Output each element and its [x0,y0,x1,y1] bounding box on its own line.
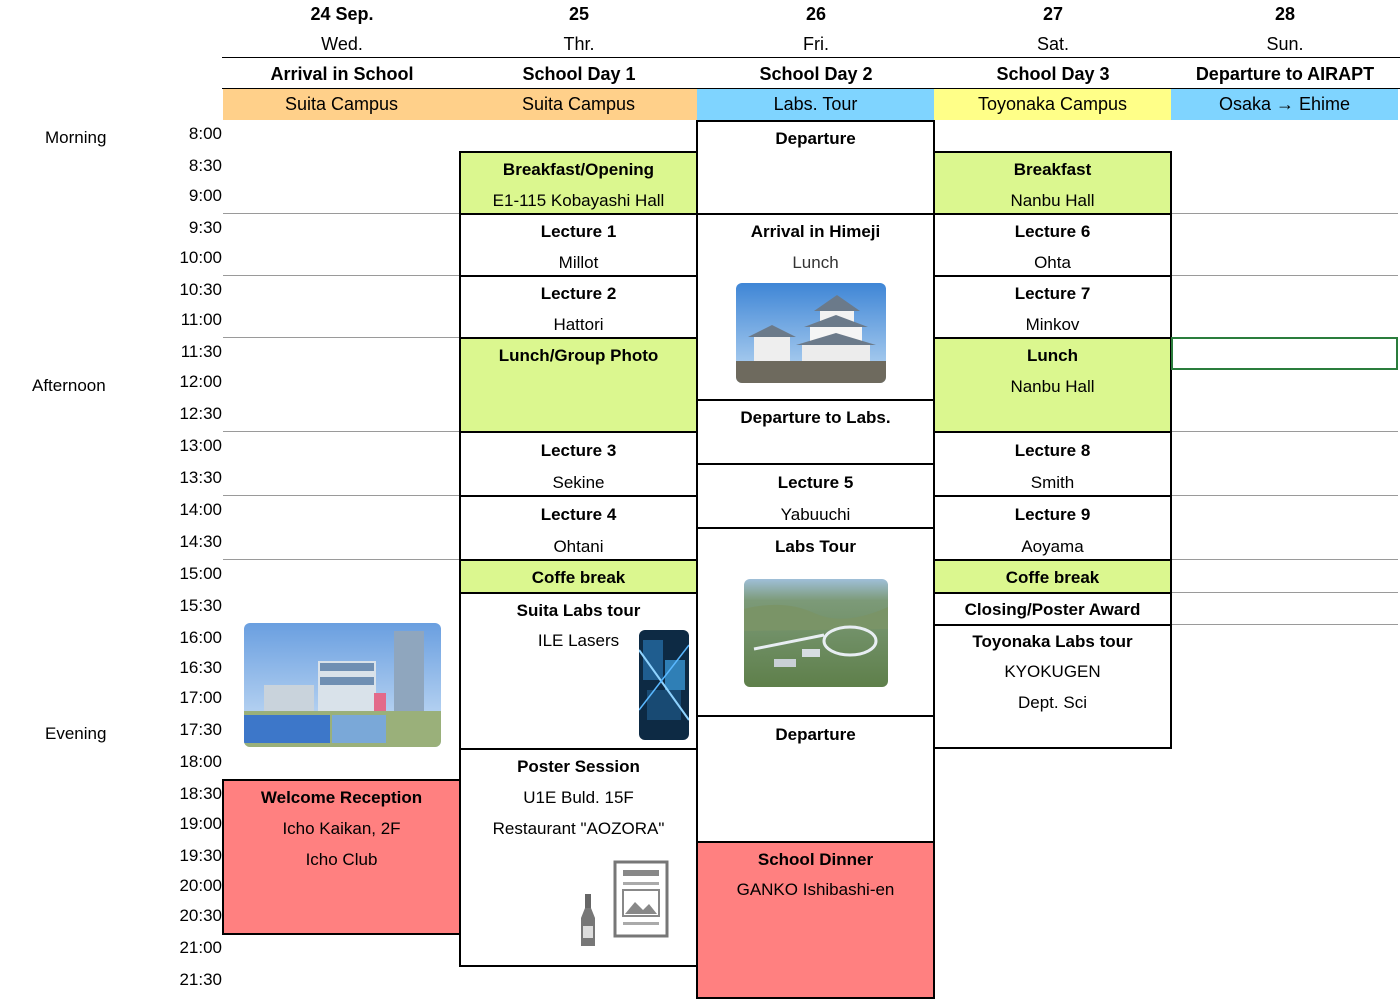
time-label: 11:30 [180,342,222,361]
event-suita-labs-tour[interactable] [459,592,698,750]
event-location: Icho Kaikan, 2F [282,819,401,838]
campus-band-day-0 [223,89,460,120]
event-breakfast-opening[interactable] [459,151,698,215]
event-title: Suita Labs tour [516,601,641,620]
time-axis [150,0,222,1007]
time-label: 16:00 [179,628,222,647]
event-speaker: Minkov [1025,315,1080,334]
time-label: 14:00 [179,500,222,519]
event-departure-to-labs[interactable] [696,399,935,465]
event-location: KYOKUGEN [1004,662,1101,681]
event-breakfast[interactable] [933,151,1172,215]
event-location: E1-115 Kobayashi Hall [492,191,665,210]
period-afternoon: Afternoon [32,376,106,395]
time-label: 13:30 [179,468,222,487]
event-speaker: Sekine [552,473,605,492]
event-title: Poster Session [517,757,640,776]
event-lecture-1[interactable] [459,213,698,277]
event-location: Nanbu Hall [1010,191,1095,210]
campus-building-icon [244,623,441,747]
time-label: 19:30 [179,846,222,865]
campus-band-day-3 [934,89,1171,120]
event-lecture-6[interactable] [933,213,1172,277]
event-location: ILE Lasers [537,631,620,650]
gridline [223,275,460,276]
spring8-aerial-photo [744,579,888,687]
gridline [1171,431,1398,432]
gridline [223,559,460,560]
event-title: School Dinner [757,850,874,869]
time-label: 20:00 [179,876,222,895]
weekday-day-3: Sat. [1036,34,1070,54]
campus-label: Suita Campus [521,94,636,114]
event-lecture-4[interactable] [459,495,698,561]
time-label: 12:30 [179,404,222,423]
gridline [1171,559,1398,560]
time-label: 10:00 [179,248,222,267]
event-coffee-break[interactable] [933,559,1172,594]
event-lunch-group-photo[interactable] [459,337,698,433]
event-arrival-himeji[interactable] [696,213,935,401]
laser-lab-photo [639,630,689,740]
date-day-1: 25 [568,4,590,24]
weekday-day-0: Wed. [321,34,363,54]
gridline [1171,624,1398,625]
event-title: Breakfast [1013,160,1092,179]
event-department: Dept. Sci [1018,693,1087,712]
time-label: 15:00 [179,564,222,583]
time-label: 13:00 [179,436,222,455]
event-poster-session[interactable] [459,748,698,967]
event-lecture-9[interactable] [933,495,1172,561]
beer-bottle-icon [579,894,597,948]
campus-band-day-4 [1171,89,1398,120]
gridline [223,213,460,214]
event-lecture-5[interactable] [696,463,935,529]
date-day-3: 27 [1042,4,1064,24]
event-title: Coffe break [531,568,626,587]
event-coffee-break[interactable] [459,559,698,594]
event-title: Arrival in Himeji [750,222,881,241]
event-speaker: Smith [1030,473,1075,492]
time-label: 18:00 [179,752,222,771]
time-label: 12:00 [179,372,222,391]
header-divider [222,57,1400,58]
event-speaker: Ohta [1034,253,1071,272]
event-venue: Icho Club [305,850,378,869]
time-label: 21:30 [179,970,222,989]
campus-label: Toyonaka Campus [977,94,1128,114]
time-label: 19:00 [179,814,222,833]
event-toyonaka-labs-tour[interactable] [933,624,1172,749]
time-label: 18:30 [179,784,222,803]
event-welcome-reception[interactable] [222,779,461,935]
event-speaker: Hattori [553,315,604,334]
event-title: Lecture 5 [777,473,854,492]
event-labs-tour[interactable] [696,527,935,717]
time-label: 10:30 [179,280,222,299]
event-title: Lecture 3 [540,441,617,460]
event-departure-evening[interactable] [696,715,935,843]
date-day-2: 26 [805,4,827,24]
date-day-0: 24 Sep. [310,4,374,24]
time-label: 20:30 [179,906,222,925]
time-label: 21:00 [179,938,222,957]
castle-icon [736,283,886,383]
time-label: 11:00 [180,310,222,329]
title-day-1: School Day 1 [522,64,636,84]
event-speaker: Ohtani [553,537,604,556]
event-location: Nanbu Hall [1010,377,1095,396]
gridline [1171,275,1398,276]
event-lecture-3[interactable] [459,431,698,497]
time-label: 14:30 [179,532,222,551]
event-title: Toyonaka Labs tour [972,632,1133,651]
time-label: 17:00 [179,688,222,707]
campus-label: Labs. Tour [773,94,858,114]
time-label: 16:30 [179,658,222,677]
event-speaker: Millot [558,253,599,272]
event-title: Departure to Labs. [740,408,891,427]
event-title: Departure [775,725,856,744]
event-title: Lunch [1027,346,1078,365]
event-lecture-8[interactable] [933,431,1172,497]
poster-icon [613,860,669,938]
event-title: Lecture 8 [1014,441,1091,460]
event-school-dinner[interactable] [696,841,935,999]
event-title: Lecture 9 [1014,505,1091,524]
event-title: Lecture 1 [540,222,617,241]
suita-campus-photo [244,623,441,747]
campus-band-day-2 [697,89,934,120]
title-day-0: Arrival in School [270,64,414,84]
weekday-day-2: Fri. [803,34,829,54]
event-location: GANKO Ishibashi-en [736,880,895,899]
gridline [1171,213,1398,214]
title-day-4: Departure to AIRAPT [1195,64,1375,84]
event-detail: Lunch [792,253,839,272]
event-title: Labs Tour [775,537,856,556]
gridline [223,495,460,496]
gridline [223,431,460,432]
event-title: Welcome Reception [260,788,423,807]
title-day-3: School Day 3 [996,64,1110,84]
event-closing-poster-award[interactable] [933,592,1172,626]
himeji-castle-photo [736,283,886,383]
event-title: Lecture 4 [540,505,617,524]
time-label: 15:30 [179,596,222,615]
event-speaker: Yabuuchi [780,505,851,524]
weekday-day-4: Sun. [1266,34,1304,54]
gridline [1171,495,1398,496]
title-day-2: School Day 2 [759,64,873,84]
event-title: Closing/Poster Award [964,600,1141,619]
time-label: 9:00 [188,186,222,205]
facility-icon [744,579,888,687]
event-title: Lecture 6 [1014,222,1091,241]
date-day-4: 28 [1274,4,1296,24]
event-venue: Restaurant "AOZORA" [492,819,665,838]
time-label: 9:30 [188,218,222,237]
event-lunch[interactable] [933,337,1172,433]
event-title: Lecture 7 [1014,284,1091,303]
event-title: Breakfast/Opening [502,160,655,179]
period-evening: Evening [45,724,107,743]
gridline [1171,592,1398,593]
period-morning: Morning [45,128,107,147]
event-location: U1E Buld. 15F [523,788,634,807]
time-label: 17:30 [179,720,222,739]
event-title: Departure [775,129,856,148]
event-title: Lecture 2 [540,284,617,303]
event-lecture-7[interactable] [933,275,1172,339]
campus-band-day-1 [460,89,697,120]
event-title: Coffe break [1005,568,1100,587]
campus-label: Osaka → Ehime [1218,94,1351,114]
campus-label: Suita Campus [284,94,399,114]
weekday-day-1: Thr. [563,34,595,54]
time-label: 8:00 [188,124,222,143]
gridline [223,337,460,338]
event-speaker: Aoyama [1021,537,1084,556]
event-title: Lunch/Group Photo [498,346,659,365]
laser-icon [639,630,689,740]
time-label: 8:30 [188,156,222,175]
selected-cell[interactable] [1171,337,1398,370]
event-departure-morning[interactable] [696,120,935,215]
event-lecture-2[interactable] [459,275,698,339]
